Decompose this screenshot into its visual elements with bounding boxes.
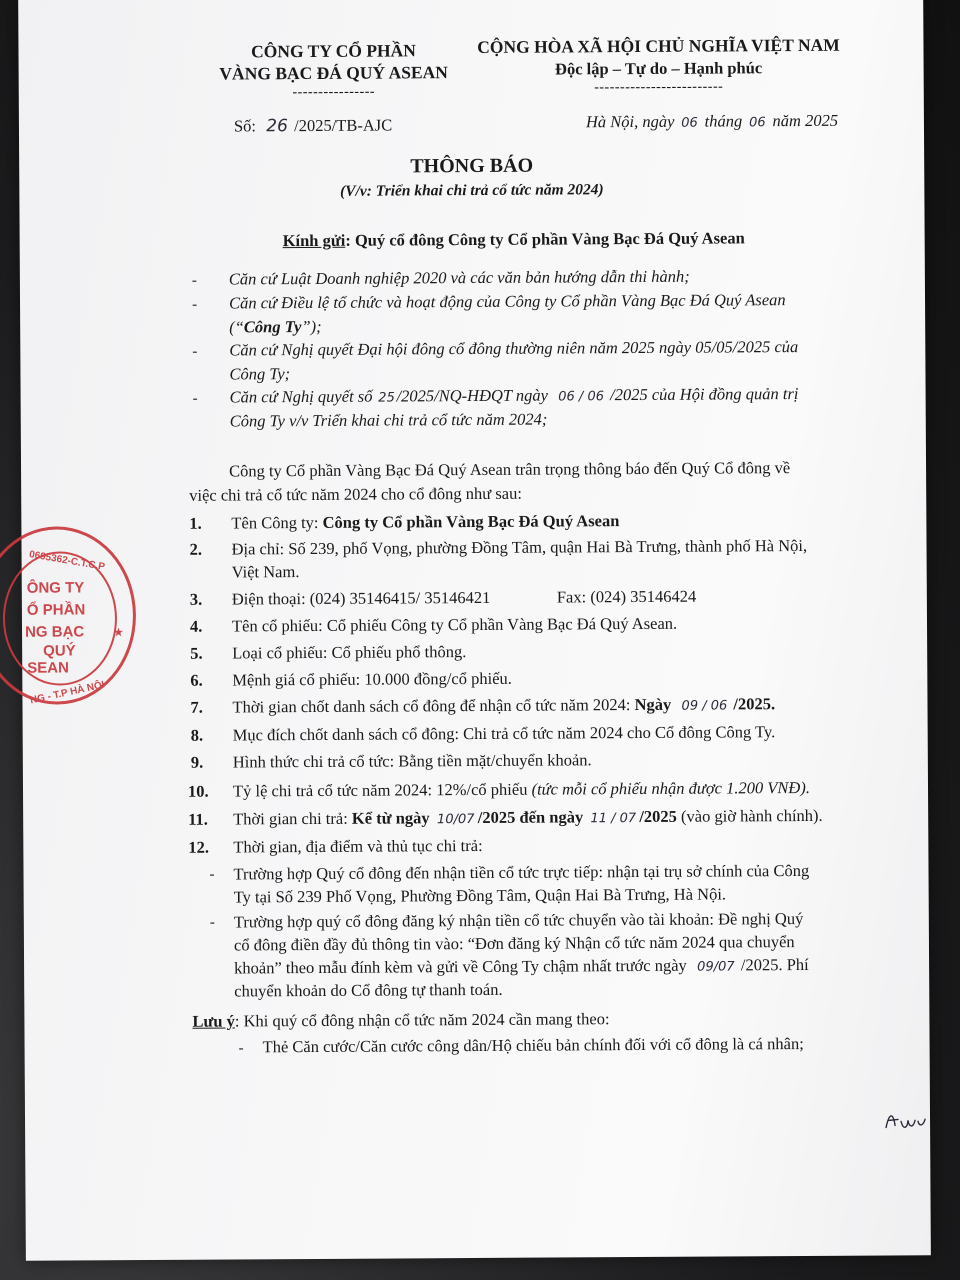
item-2-number: 2. (189, 539, 202, 559)
item-12-number: 12. (188, 837, 210, 857)
stamp-line-5: SEAN (27, 659, 70, 677)
recipient-label: Kính gửi (282, 230, 346, 251)
sub-b-line3-text: khoản” theo mẫu đính kèm và gửi về Công Ty chậm nhất trước ngày (234, 955, 687, 978)
item-1-label: Tên Công ty: (231, 512, 323, 533)
date-month-label: tháng (704, 111, 743, 131)
basis-bullet-4: - (192, 390, 198, 407)
item-11 (233, 806, 823, 830)
item-11-bold-to: /2025 đến ngày (477, 807, 584, 827)
resolution-date-handwritten: 06 / 06 (558, 389, 605, 405)
item-7 (232, 694, 775, 717)
basis-item-2-line1: Căn cứ Điều lệ tổ chức và hoạt động của Công ty Cổ phần Vàng Bạc Đá Quý Asean (228, 290, 786, 313)
item-1 (231, 511, 619, 533)
basis-bullet-3: - (192, 343, 198, 360)
sub-b-line4: chuyển khoản do Cổ đông tự thanh toán. (234, 979, 503, 1001)
document-title: THÔNG BÁO (410, 154, 534, 178)
item-6: Mệnh giá cổ phiếu: 10.000 đồng/cổ phiếu. (232, 668, 512, 690)
item-2-line1: Địa chỉ: Số 239, phố Vọng, phường Đồng Tâm, quận Hai Bà Trưng, thành phố Hà Nội, (231, 535, 808, 559)
recipient-text: : Quý cổ đông Công ty Cổ phần Vàng Bạc Đá Quý Asean (345, 228, 745, 250)
initials-signature (883, 1107, 929, 1133)
company-name-line2: VÀNG BẠC ĐÁ QUÝ ASEAN (219, 62, 448, 84)
basis-item-1: Căn cứ Luật Doanh nghiệp 2020 và các văn bản hướng dẫn thi hành; (228, 266, 690, 289)
doc-number-handwritten: 26 (266, 116, 288, 137)
item-10 (233, 778, 810, 802)
sub-bullet-a: - (209, 866, 215, 883)
item-11-text: Thời gian chi trả: (233, 808, 352, 829)
doc-number-prefix: Số: (233, 116, 257, 136)
stamp-star-icon: ★ (113, 625, 124, 640)
item-8: Mục đích chốt danh sách cổ đông: Chi trả cổ tức năm 2024 cho Cổ đông Công Ty. (232, 722, 776, 745)
item-9-number: 9. (190, 752, 204, 772)
basis-item-2-close: ”); (301, 316, 322, 337)
resolution-number-handwritten: 25 (378, 390, 395, 406)
item-11-bold-year: /2025 (639, 806, 677, 826)
basis-item-2-bold: Công Ty (243, 317, 302, 337)
basis-item-3-line1: Căn cứ Nghị quyết Đại hội đông cổ đông thường niên năm 2025 ngày 05/05/2025 của (229, 337, 799, 360)
item-3-phone: Điện thoại: (024) 35146415/ 35146421 (231, 587, 491, 609)
sub-bullet-b: - (209, 914, 215, 931)
basis-bullet-2: - (191, 296, 198, 313)
note-bullet: - (238, 1040, 244, 1057)
item-4: Tên cổ phiếu: Cổ phiếu Công ty Cổ phần Vàng Bạc Đá Quý Asean. (231, 613, 678, 636)
sub-a-line2: Ty tại Số 239 Phố Vọng, Phường Đồng Tâm, Quận Hai Bà Trưng, Hà Nội. (233, 884, 727, 907)
item-5: Loại cổ phiếu: Cổ phiếu phổ thông. (232, 642, 467, 663)
item-4-number: 4. (189, 616, 203, 636)
date-month-handwritten: 06 (749, 115, 766, 131)
stamp-bottom-text: NG - T.P HÀ NỘI (29, 679, 106, 707)
company-seal-stamp (0, 526, 136, 705)
document-page (18, 0, 931, 1261)
intro-line2: việc chi trả cổ tức năm 2024 cho cổ đông như sau: (189, 483, 522, 505)
item-7-bold-year: /2025. (733, 694, 776, 714)
basis-item-2-open: (“ (229, 317, 244, 337)
item-7-number: 7. (190, 697, 203, 717)
basis-item-2-line2 (229, 317, 322, 338)
basis-item-4-b: /2025/NQ-HĐQT ngày (396, 385, 549, 406)
document-date (586, 111, 838, 133)
item-3-number: 3. (189, 589, 203, 609)
doc-number-suffix: /2025/TB-AJC (294, 115, 393, 136)
basis-item-4-line2: Công Ty v/v Triển khai chi trả cổ tức năm 2024; (229, 409, 548, 431)
date-day-handwritten: 06 (681, 115, 698, 131)
note-text: : Khi quý cổ đông nhận cổ tức năm 2024 cần mang theo: (234, 1009, 610, 1031)
document-number (234, 115, 392, 136)
company-divider: ---------------- (292, 84, 376, 101)
stamp-line-3: NG BẠC (24, 623, 85, 641)
payment-end-handwritten: 11 / 07 (590, 811, 637, 827)
stamp-line-2: Ổ PHẦN (26, 601, 86, 619)
sub-a-line1: Trường hợp Quý cổ đông đến nhận tiền cổ tức trực tiếp: nhận tại trụ sở chính của Công (233, 860, 810, 884)
note-label: Lưu ý (192, 1011, 235, 1031)
nation-motto: Độc lập – Tự do – Hạnh phúc (554, 58, 763, 79)
item-11-number: 11. (188, 809, 208, 829)
basis-item-4-c: /2025 của Hội đồng quản trị (610, 384, 799, 405)
stamp-line-4: QUÝ (43, 642, 76, 660)
payment-start-handwritten: 10/07 (436, 812, 475, 828)
item-6-number: 6. (190, 670, 203, 690)
item-9: Hình thức chi trả cổ tức: Bằng tiền mặt/chuyển khoản. (232, 750, 592, 772)
item-1-value: Công ty Cổ phần Vàng Bạc Đá Quý Asean (322, 511, 620, 532)
sub-b-line2: cổ đông điền đầy đủ thông tin vào: “Đơn đăng ký Nhận cổ tức năm 2024 qua chuyển (233, 932, 795, 955)
record-date-handwritten: 09 / 06 (681, 698, 728, 714)
item-8-number: 8. (190, 725, 204, 745)
basis-bullet-1: - (191, 272, 197, 289)
sub-b-line1: Trường hợp quý cổ đông đăng ký nhận tiền cổ tức chuyển vào tài khoản: Đề nghị Quý (233, 908, 804, 932)
item-2-line2: Việt Nam. (231, 562, 300, 582)
basis-item-4-line1 (230, 384, 799, 407)
nation-name: CỘNG HÒA XÃ HỘI CHỦ NGHĨA VIỆT NAM (477, 34, 840, 57)
nation-divider: ------------------------- (594, 79, 724, 96)
basis-item-4-a: Căn cứ Nghị quyết số (229, 386, 373, 407)
item-11-hours: (vào giờ hành chính). (676, 805, 823, 826)
item-10-number: 10. (187, 781, 209, 801)
item-10-italic: (tức mỗi cổ phiếu nhận được 1.200 VNĐ). (531, 777, 810, 799)
company-name-line1: CÔNG TY CỔ PHẦN (251, 40, 416, 62)
item-7-text: Thời gian chốt danh sách cổ đông để nhận cổ tức năm 2024: (232, 695, 635, 717)
item-7-bold-day: Ngày (634, 694, 672, 715)
sub-b-line3 (234, 955, 809, 979)
basis-item-3-line2: Công Ty; (229, 364, 291, 384)
item-10-text: Tỷ lệ chi trả cổ tức năm 2024: 12%/cổ phiếu (232, 779, 532, 801)
sub-b-line3-end: /2025. Phí (740, 954, 809, 975)
transfer-deadline-handwritten: 09/07 (697, 959, 735, 975)
item-12: Thời gian, địa điểm và thủ tục chi trả: (233, 835, 483, 857)
recipient-line (283, 228, 745, 251)
date-prefix: Hà Nội, ngày (585, 111, 675, 132)
date-year: năm 2025 (772, 110, 839, 131)
item-5-number: 5. (190, 643, 203, 663)
document-subject: (V/v: Triển khai chi trả cổ tức năm 2024) (340, 181, 604, 200)
note-line (192, 1009, 609, 1032)
intro-line1: Công ty Cổ phần Vàng Bạc Đá Quý Asean trân trọng thông báo đến Quý Cổ đông về (229, 458, 791, 481)
note-item-1: Thẻ Căn cước/Căn cước công dân/Hộ chiếu bản chính đối với cổ đông là cá nhân; (262, 1033, 804, 1057)
stamp-line-1: ÔNG TY (26, 579, 85, 597)
item-11-bold-from: Kể từ ngày (351, 808, 430, 828)
item-3-fax: Fax: (024) 35146424 (556, 586, 697, 607)
item-1-number: 1. (189, 513, 202, 533)
stamp-top-text: 0695362-C.T.C.P (28, 549, 106, 573)
